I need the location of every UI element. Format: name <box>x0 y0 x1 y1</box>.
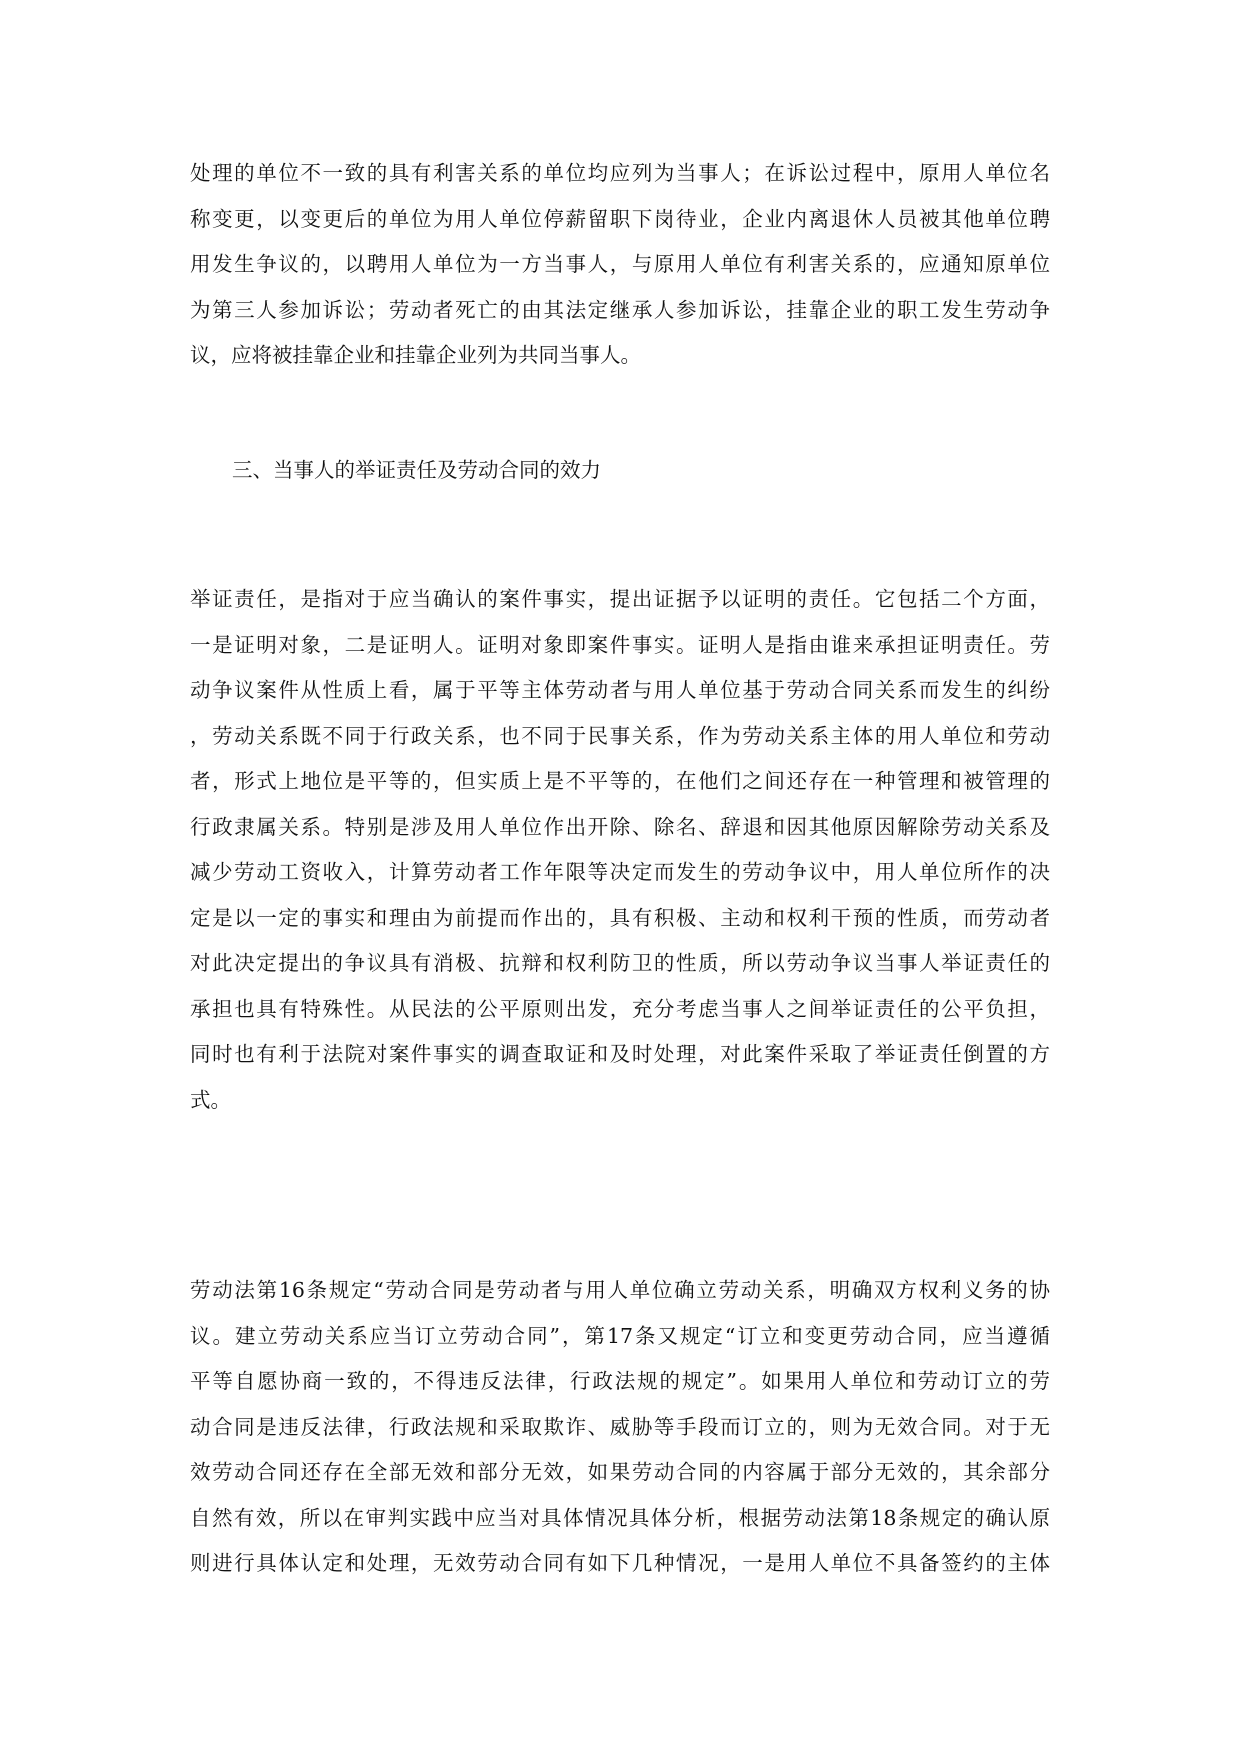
text-line: 对此决定提出的争议具有消极、抗辩和权利防卫的性质，所以劳动争议当事人举证责任的 <box>190 951 1050 975</box>
paragraph-contract-validity <box>190 1268 1050 1587</box>
text-line: ，劳动关系既不同于行政关系，也不同于民事关系，作为劳动关系主体的用人单位和劳动 <box>190 723 1050 748</box>
text-line: 则进行具体认定和处理，无效劳动合同有如下几种情况，一是用人单位不具备签约的主体 <box>190 1551 1050 1575</box>
text-line: 议，应将被挂靠企业和挂靠企业列为共同当事人。 <box>190 343 641 367</box>
text-line: 式。 <box>190 1087 231 1112</box>
text-line: 行政隶属关系。特别是涉及用人单位作出开除、除名、辞退和因其他原因解除劳动关系及 <box>190 814 1050 839</box>
text-line: 举证责任，是指对于应当确认的案件事实，提出证据予以证明的责任。它包括二个方面， <box>190 587 1050 611</box>
text-line: 平等自愿协商一致的，不得违反法律，行政法规的规定”。如果用人单位和劳动订立的劳 <box>190 1369 1050 1393</box>
section-heading: 三、当事人的举证责任及劳动合同的效力 <box>232 458 601 482</box>
text-line: 者，形式上地位是平等的，但实质上是不平等的，在他们之间还存在一种管理和被管理的 <box>190 769 1050 793</box>
text-line: 同时也有利于法院对案件事实的调查取证和及时处理，对此案件采取了举证责任倒置的方 <box>190 1042 1050 1066</box>
text-line: 自然有效，所以在审判实践中应当对具体情况具体分析，根据劳动法第18条规定的确认原 <box>190 1505 1050 1530</box>
text-line: 议。建立劳动关系应当订立劳动合同”，第17条又规定“订立和变更劳动合同，应当遵循 <box>190 1323 1050 1348</box>
text-line: 定是以一定的事实和理由为前提而作出的，具有积极、主动和权利干预的性质，而劳动者 <box>190 905 1050 930</box>
text-line: 用发生争议的，以聘用人单位为一方当事人，与原用人单位有利害关系的，应通知原单位 <box>190 252 1050 276</box>
text-line: 处理的单位不一致的具有利害关系的单位均应列为当事人；在诉讼过程中，原用人单位名 <box>190 161 1050 185</box>
text-line: 称变更，以变更后的单位为用人单位停薪留职下岗待业，企业内离退休人员被其他单位聘 <box>190 206 1050 231</box>
paragraph-burden-of-proof <box>190 577 1050 1123</box>
text-line: 动争议案件从性质上看，属于平等主体劳动者与用人单位基于劳动合同关系而发生的纠纷 <box>190 678 1050 702</box>
text-line: 为第三人参加诉讼；劳动者死亡的由其法定继承人参加诉讼，挂靠企业的职工发生劳动争 <box>190 297 1050 322</box>
text-line: 减少劳动工资收入，计算劳动者工作年限等决定而发生的劳动争议中，用人单位所作的决 <box>190 860 1050 884</box>
text-line: 效劳动合同还存在全部无效和部分无效，如果劳动合同的内容属于部分无效的，其余部分 <box>190 1460 1050 1484</box>
text-line: 承担也具有特殊性。从民法的公平原则出发，充分考虑当事人之间举证责任的公平负担， <box>190 996 1050 1021</box>
text-line: 一是证明对象，二是证明人。证明对象即案件事实。证明人是指由谁来承担证明责任。劳 <box>190 632 1050 657</box>
paragraph-parties <box>190 151 1050 379</box>
text-line: 动合同是违反法律，行政法规和采取欺诈、威胁等手段而订立的，则为无效合同。对于无 <box>190 1414 1050 1439</box>
text-line: 劳动法第16条规定“劳动合同是劳动者与用人单位确立劳动关系，明确双方权利义务的协 <box>190 1278 1050 1302</box>
